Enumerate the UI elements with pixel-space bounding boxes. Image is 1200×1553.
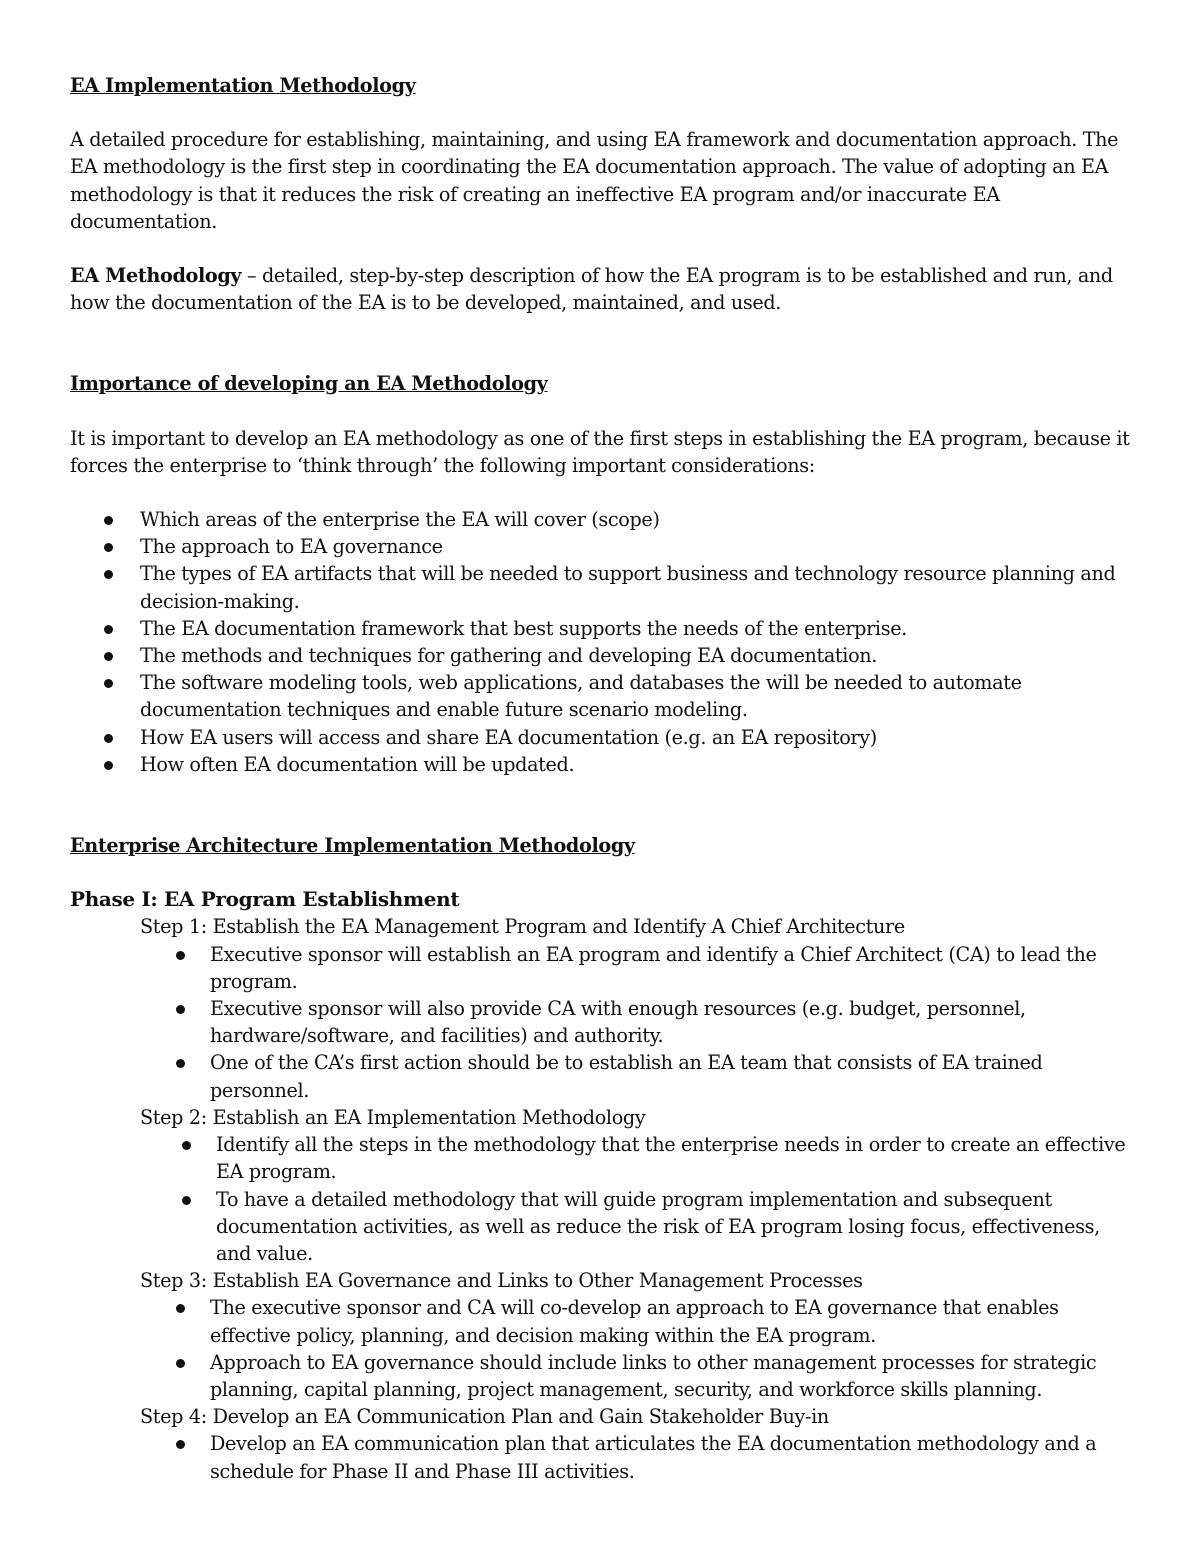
- definition-text: – detailed, step-by-step description of how the EA program is to be established and run, and how the documentation of the EA is to be developed, maintained, and used.: [70, 264, 1113, 315]
- importance-paragraph: It is important to develop an EA methodology as one of the first steps in establishing the EA program, because it forces the enterprise to ‘think through’ the following important considerations:: [70, 426, 1130, 477]
- list-item: How often EA documentation will be updated.: [70, 751, 1140, 778]
- step-title: Step 3: Establish EA Governance and Links to Other Management Processes: [140, 1269, 863, 1293]
- step-bullets: [70, 941, 1140, 1104]
- list-item: The software modeling tools, web applications, and databases the will be needed to automate documentation techniques and enable future scenario modeling.: [70, 669, 1140, 723]
- step-title: Step 4: Develop an EA Communication Plan and Gain Stakeholder Buy-in: [140, 1405, 829, 1429]
- list-item: The approach to EA governance: [70, 533, 1140, 560]
- list-item: How EA users will access and share EA documentation (e.g. an EA repository): [70, 724, 1140, 751]
- considerations-list: [70, 506, 1140, 778]
- list-item: The methods and techniques for gathering and developing EA documentation.: [70, 642, 1140, 669]
- list-item: The EA documentation framework that best supports the needs of the enterprise.: [70, 615, 1140, 642]
- step-bullets: [70, 1131, 1140, 1267]
- intro-paragraph: A detailed procedure for establishing, maintaining, and using EA framework and documentation approach. The EA methodology is the first step in coordinating the EA documentation approach. The value of adopting an EA methodology is that it reduces the risk of creating an ineffective EA program and/or inaccurate EA documentation.: [70, 128, 1119, 233]
- list-item: One of the CA’s first action should be to establish an EA team that consists of EA trained personnel.: [70, 1049, 1140, 1103]
- list-item: The executive sponsor and CA will co-develop an approach to EA governance that enables effective policy, planning, and decision making within the EA program.: [70, 1294, 1140, 1348]
- step-title: Step 1: Establish the EA Management Program and Identify A Chief Architecture: [140, 915, 905, 939]
- section-heading-ea-implementation: EA Implementation Methodology: [70, 74, 416, 97]
- list-item: Approach to EA governance should include links to other management processes for strategic planning, capital planning, project management, security, and workforce skills planning.: [70, 1349, 1140, 1403]
- list-item: Identify all the steps in the methodology that the enterprise needs in order to create an effective EA program.: [70, 1131, 1140, 1185]
- definition-paragraph: [70, 262, 1140, 316]
- step-title: Step 2: Establish an EA Implementation Methodology: [140, 1105, 646, 1129]
- definition-term: EA Methodology: [70, 264, 242, 288]
- list-item: Which areas of the enterprise the EA will cover (scope): [70, 506, 1140, 533]
- section-heading-enterprise-architecture: Enterprise Architecture Implementation Methodology: [70, 834, 635, 858]
- section-heading-importance: Importance of developing an EA Methodology: [70, 372, 548, 396]
- list-item: The types of EA artifacts that will be needed to support business and technology resource planning and decision-making.: [70, 560, 1140, 614]
- step-bullets: [70, 1294, 1140, 1403]
- list-item: Executive sponsor will also provide CA with enough resources (e.g. budget, personnel, hardware/software, and facilities) and authority.: [70, 995, 1140, 1049]
- list-item: Executive sponsor will establish an EA program and identify a Chief Architect (CA) to lead the program.: [70, 941, 1140, 995]
- phase-title: Phase I: EA Program Establishment: [70, 887, 460, 912]
- document-page: [70, 72, 1140, 1485]
- step-bullets: [70, 1430, 1140, 1484]
- list-item: To have a detailed methodology that will guide program implementation and subsequent documentation activities, as well as reduce the risk of EA program losing focus, effectiveness, and value.: [70, 1186, 1140, 1268]
- list-item: Develop an EA communication plan that articulates the EA documentation methodology and a schedule for Phase II and Phase III activities.: [70, 1430, 1140, 1484]
